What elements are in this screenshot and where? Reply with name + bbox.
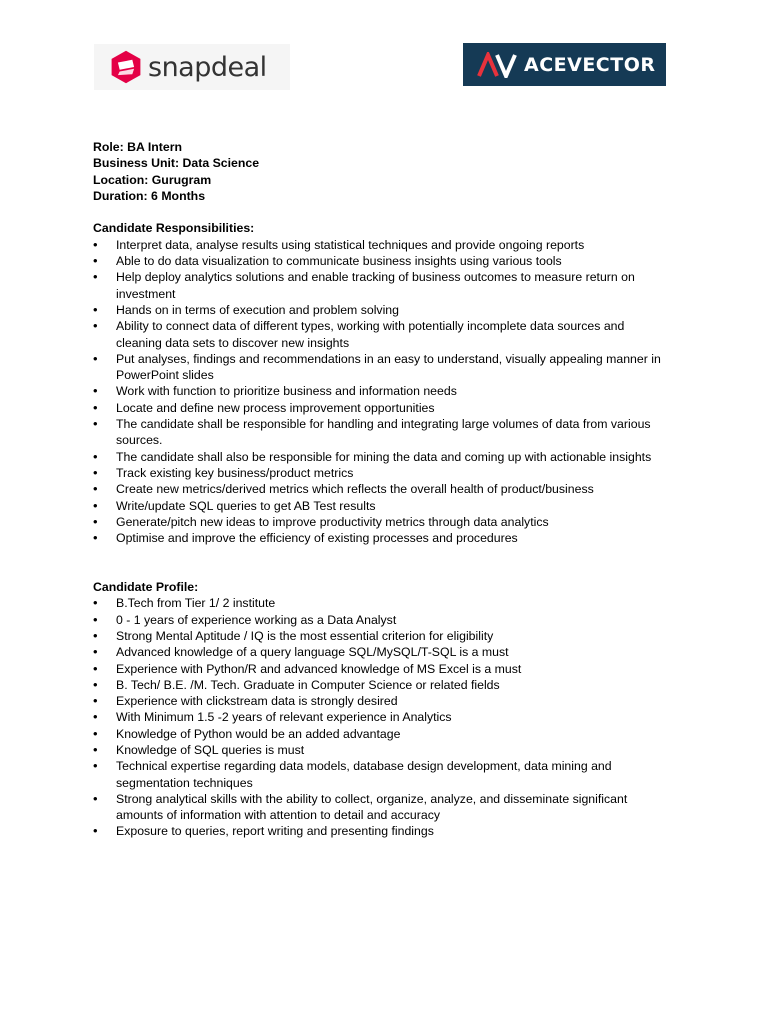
responsibilities-list — [93, 237, 693, 547]
list-item: • Write/update SQL queries to get AB Test results — [93, 498, 671, 514]
list-item: • Experience with clickstream data is strongly desired — [93, 693, 671, 709]
snapdeal-wordmark: snapdeal — [148, 51, 267, 83]
list-item: • The candidate shall also be responsible for mining the data and coming up with actionable insights — [93, 449, 671, 465]
list-item: • Able to do data visualization to communicate business insights using various tools — [93, 253, 671, 269]
acevector-logo-icon — [477, 52, 519, 78]
list-item: • Knowledge of SQL queries is must — [93, 742, 671, 758]
profile-heading: Candidate Profile: — [93, 580, 199, 595]
list-item: • Strong Mental Aptitude / IQ is the most essential criterion for eligibility — [93, 628, 671, 644]
job-description — [93, 139, 693, 840]
list-item: • Create new metrics/derived metrics which reflects the overall health of product/business — [93, 481, 671, 497]
list-item: • Advanced knowledge of a query language SQL/MySQL/T-SQL is a must — [93, 644, 671, 660]
acevector-wordmark: ACEVECTOR — [524, 53, 656, 76]
list-item: • With Minimum 1.5 -2 years of relevant experience in Analytics — [93, 709, 671, 725]
list-item: • Help deploy analytics solutions and enable tracking of business outcomes to measure return on investment — [93, 269, 671, 302]
list-item: • Optimise and improve the efficiency of existing processes and procedures — [93, 530, 671, 546]
location-line: Location: Gurugram — [93, 172, 212, 187]
list-item: • Locate and define new process improvement opportunities — [93, 400, 671, 416]
snapdeal-logo — [94, 44, 290, 90]
business-unit-line: Business Unit: Data Science — [93, 156, 260, 171]
list-item: • Put analyses, findings and recommendations in an easy to understand, visually appealing manner in PowerPoint slides — [93, 351, 671, 384]
list-item: • Generate/pitch new ideas to improve productivity metrics through data analytics — [93, 514, 671, 530]
responsibilities-heading: Candidate Responsibilities: — [93, 221, 255, 236]
list-item: • Ability to connect data of different types, working with potentially incomplete data sources and cleaning data sets to discover new insights — [93, 318, 671, 351]
list-item: • Experience with Python/R and advanced knowledge of MS Excel is a must — [93, 661, 671, 677]
list-item: • Strong analytical skills with the ability to collect, organize, analyze, and disseminate significant amounts of information with attention to detail and accuracy — [93, 791, 671, 824]
list-item: • Exposure to queries, report writing and presenting findings — [93, 823, 671, 839]
list-item: • 0 - 1 years of experience working as a Data Analyst — [93, 612, 671, 628]
acevector-logo — [463, 43, 666, 86]
role-line: Role: BA Intern — [93, 140, 183, 154]
list-item: • B. Tech/ B.E. /M. Tech. Graduate in Computer Science or related fields — [93, 677, 671, 693]
snapdeal-logo-icon — [108, 49, 144, 85]
profile-list — [93, 595, 693, 839]
list-item: • Knowledge of Python would be an added advantage — [93, 726, 671, 742]
list-item: • Work with function to prioritize business and information needs — [93, 383, 671, 399]
list-item: • The candidate shall be responsible for handling and integrating large volumes of data from various sources. — [93, 416, 671, 449]
header-logos — [0, 0, 768, 110]
list-item: • Technical expertise regarding data models, database design development, data mining and segmentation techniques — [93, 758, 671, 791]
list-item: • Interpret data, analyse results using statistical techniques and provide ongoing reports — [93, 237, 671, 253]
list-item: • B.Tech from Tier 1/ 2 institute — [93, 595, 671, 611]
list-item: • Track existing key business/product metrics — [93, 465, 671, 481]
list-item: • Hands on in terms of execution and problem solving — [93, 302, 671, 318]
duration-line: Duration: 6 Months — [93, 188, 206, 203]
